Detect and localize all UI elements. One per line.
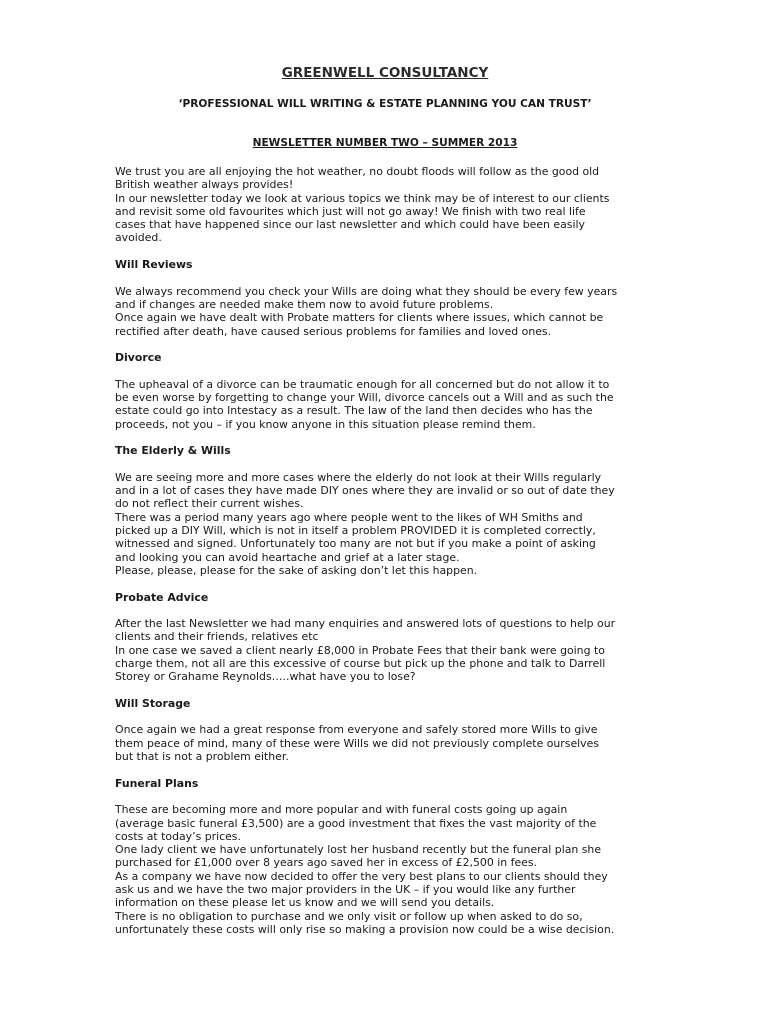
text-line: purchased for £1,000 over 8 years ago saved her in excess of £2,500 in fees. xyxy=(115,856,538,870)
text-line: but that is not a problem either. xyxy=(115,750,289,764)
text-line: and revisit some old favourites which just will not go away! We finish with two real life xyxy=(115,204,586,218)
section-heading-will-reviews: Will Reviews xyxy=(115,258,193,272)
text-line: clients and their friends, relatives etc xyxy=(115,630,319,644)
intro-paragraph xyxy=(115,165,665,245)
text-line: (average basic funeral £3,500) are a good investment that fixes the vast majority of the xyxy=(115,816,597,830)
section-heading-will-storage: Will Storage xyxy=(115,696,191,710)
will-storage-paragraph xyxy=(115,723,665,763)
text-line: and looking you can avoid heartache and grief at a later stage. xyxy=(115,550,460,564)
section-heading-divorce: Divorce xyxy=(115,351,162,365)
text-line: cases that have happened since our last newsletter and which could have been easily xyxy=(115,218,585,232)
text-line: be even worse by forgetting to change your Will, divorce cancels out a Will and as such the xyxy=(115,391,614,405)
text-line: charge them, not all are this excessive of course but pick up the phone and talk to Darrell xyxy=(115,656,606,670)
text-line: These are becoming more and more popular and with funeral costs going up again xyxy=(115,803,568,817)
elderly-wills-paragraph xyxy=(115,471,665,577)
text-line: As a company we have now decided to offer the very best plans to our clients should they xyxy=(115,869,608,883)
text-line: picked up a DIY Will, which is not in itself a problem PROVIDED it is completed correctly, xyxy=(115,524,596,538)
text-line: witnessed and signed. Unfortunately too many are not but if you make a point of asking xyxy=(115,537,596,551)
divorce-paragraph xyxy=(115,378,665,431)
section-heading-elderly-wills: The Elderly & Wills xyxy=(115,444,231,458)
text-line: and if changes are needed make them now to avoid future problems. xyxy=(115,297,494,311)
text-line: them peace of mind, many of these were Wills we did not previously complete ourselves xyxy=(115,736,599,750)
text-line: Once again we had a great response from everyone and safely stored more Wills to give xyxy=(115,723,598,737)
text-line: Please, please, please for the sake of asking don’t let this happen. xyxy=(115,563,478,577)
text-line: rectified after death, have caused serious problems for families and loved ones. xyxy=(115,324,552,338)
text-line: After the last Newsletter we had many enquiries and answered lots of questions to help our xyxy=(115,617,616,631)
text-line: There is no obligation to purchase and we only visit or follow up when asked to do so, xyxy=(115,909,583,923)
text-line: We trust you are all enjoying the hot weather, no doubt floods will follow as the good old xyxy=(115,165,600,178)
text-line: We are seeing more and more cases where the elderly do not look at their Wills regularly xyxy=(115,470,602,484)
text-line: and in a lot of cases they have made DIY ones where they are invalid or so out of date they xyxy=(115,484,615,498)
page-title: GREENWELL CONSULTANCY xyxy=(281,65,489,81)
funeral-plans-paragraph xyxy=(115,803,665,936)
text-line: We always recommend you check your Wills are doing what they should be every few years xyxy=(115,284,618,298)
text-line: British weather always provides! xyxy=(115,178,294,192)
probate-advice-paragraph xyxy=(115,617,665,683)
text-line: There was a period many years ago where people went to the likes of WH Smiths and xyxy=(115,510,583,524)
text-line: proceeds, not you – if you know anyone in this situation please remind them. xyxy=(115,417,536,431)
text-line: unfortunately these costs will only rise so making a provision now could be a wise decision. xyxy=(115,922,615,936)
section-heading-probate-advice: Probate Advice xyxy=(115,590,209,604)
text-line: One lady client we have unfortunately lost her husband recently but the funeral plan she xyxy=(115,843,602,857)
text-line: Once again we have dealt with Probate matters for clients where issues, which cannot be xyxy=(115,311,604,325)
text-line: In one case we saved a client nearly £8,000 in Probate Fees that their bank were going to xyxy=(115,643,605,657)
text-line: ask us and we have the two major providers in the UK – if you would like any further xyxy=(115,883,576,897)
will-reviews-paragraph xyxy=(115,285,665,338)
tagline: ‘PROFESSIONAL WILL WRITING & ESTATE PLANNING YOU CAN TRUST’ xyxy=(178,98,592,110)
text-line: information on these please let us know and we will send you details. xyxy=(115,896,495,910)
newsletter-issue-heading: NEWSLETTER NUMBER TWO – SUMMER 2013 xyxy=(252,137,518,149)
newsletter-body xyxy=(115,165,665,936)
text-line: Storey or Grahame Reynolds…..what have you to lose? xyxy=(115,670,416,684)
text-line: do not reflect their current wishes. xyxy=(115,497,304,511)
section-heading-funeral-plans: Funeral Plans xyxy=(115,776,199,790)
text-line: costs at today’s prices. xyxy=(115,829,241,843)
text-line: In our newsletter today we look at various topics we think may be of interest to our clients xyxy=(115,191,610,205)
text-line: The upheaval of a divorce can be traumatic enough for all concerned but do not allow it to xyxy=(115,377,610,391)
text-line: estate could go into Intestacy as a result. The law of the land then decides who has the xyxy=(115,404,593,418)
text-line: avoided. xyxy=(115,231,162,245)
